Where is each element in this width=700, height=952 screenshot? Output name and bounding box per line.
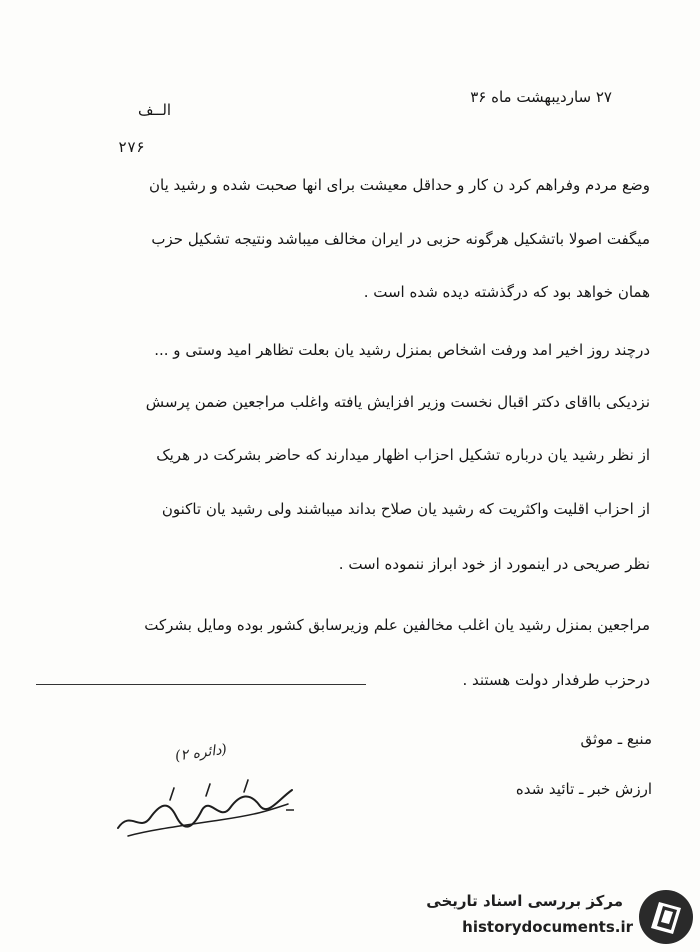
body-line: نظر صریحی در اینمورد از خود ابراز ننموده است .: [338, 555, 650, 573]
document-number: ۲۷۶: [118, 138, 146, 156]
body-line: همان خواهد بود که درگذشته دیده شده است .: [363, 283, 650, 301]
body-line: نزدیکی بااقای دکتر اقبال نخست وزیر افزایش یافته واغلب مراجعین ضمن پرسش: [145, 393, 650, 411]
body-line: وضع مردم وفراهم کرد ن کار و حداقل معیشت برای انها صحبت شده و رشید یان: [149, 176, 650, 194]
watermark-title: مرکز بررسی اسناد تاریخی: [426, 892, 623, 910]
body-line: درچند روز اخیر امد ورفت اشخاص بمنزل رشید یان بعلت تظاهر امید وستی و ...: [154, 341, 650, 359]
document-date: ۲۷ ساردیبهشت ماه ۳۶: [470, 88, 612, 106]
archive-watermark: [426, 888, 695, 946]
body-line: میگفت اصولا باتشکیل هرگونه حزبی در ایران مخالف میباشد ونتیجه تشکیل حزب: [151, 230, 650, 248]
handwritten-note: (دائره ۲): [174, 741, 228, 765]
information-evaluation: ارزش خبر ـ تائید شده: [515, 780, 652, 798]
archive-logo-icon: [637, 888, 695, 946]
body-line: درحزب طرفدار دولت هستند .: [462, 671, 650, 689]
watermark-url: historydocuments.ir: [462, 918, 633, 936]
body-line: مراجعین بمنزل رشید یان اغلب مخالفین علم وزیرسابق کشور بوده ومایل بشرکت: [144, 616, 650, 634]
closing-dash-rule: [36, 684, 366, 685]
body-line: از احزاب اقلیت واکثریت که رشید یان صلاح بداند میباشند ولی رشید یان تاکنون: [161, 500, 650, 518]
signature-scribble: [110, 770, 300, 845]
document-classification-label: الــف: [138, 101, 172, 119]
body-line: از نظر رشید یان درباره تشکیل احزاب اظهار میدارند که حاضر بشرکت در هریک: [156, 446, 650, 464]
source-reliability: منبع ـ موثق: [580, 730, 652, 748]
